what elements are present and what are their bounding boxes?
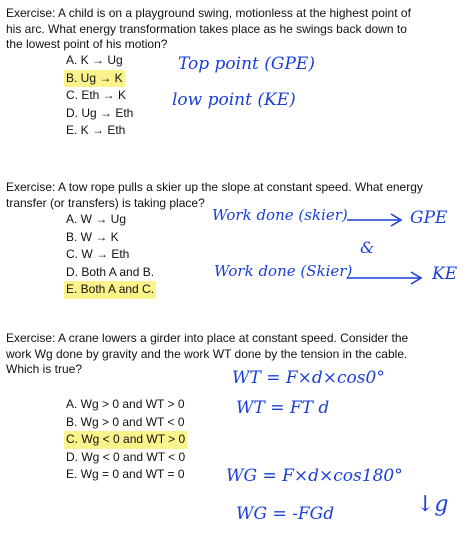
note-wt-result: WT = FT d	[236, 398, 330, 418]
exercise-1-option-e: E. K → Eth	[66, 123, 126, 137]
note-gravity-arrow: ↓g	[416, 492, 449, 517]
exercise-3-option-e: E. Wg = 0 and WT = 0	[66, 467, 185, 481]
exercise-3-question: Exercise: A crane lowers a girder into place at constant speed. Consider the work Wg done by gravity and the work WT done by the tension in the cable. Which is true?	[6, 331, 409, 376]
arrow-to-gpe	[345, 208, 405, 228]
exercise-3-option-c: C. Wg < 0 and WT > 0	[64, 431, 187, 449]
note-work-done-skier-1: Work done (skier)	[212, 206, 348, 224]
exercise-2-option-c: C. W → Eth	[66, 247, 130, 261]
exercise-2-options	[64, 211, 156, 299]
exercise-3-option-b: B. Wg > 0 and WT < 0	[66, 414, 185, 429]
exercise-2-option-b: B. W → K	[66, 229, 119, 244]
note-work-done-skier-2: Work done (Skier)	[214, 262, 353, 280]
note-wg-result: WG = -FGd	[236, 504, 335, 524]
exercise-1-option-a: A. K → Ug	[66, 53, 123, 67]
note-ampersand: &	[360, 238, 375, 257]
exercise-1-option-b: B. Ug → K	[64, 70, 125, 88]
exercise-3-options	[64, 396, 187, 484]
note-wt-formula: WT = F×d×cos0°	[232, 368, 385, 388]
exercise-3-option-a: A. Wg > 0 and WT > 0	[66, 397, 185, 411]
exercise-1-options	[64, 52, 135, 140]
exercise-1-question: Exercise: A child is on a playground swing, motionless at the highest point of his arc. What energy transformation takes place as he swings back down to the lowest point of his motion?	[6, 6, 411, 51]
exercise-2-option-a: A. W → Ug	[66, 212, 127, 226]
exercise-1-option-c: C. Eth → K	[66, 88, 127, 102]
exercise-1-option-d: D. Ug → Eth	[66, 105, 134, 120]
exercise-2-option-e: E. Both A and C.	[64, 281, 156, 299]
exercise-2-question: Exercise: A tow rope pulls a skier up the slope at constant speed. What energy transfer (or transfers) is taking place?	[6, 180, 423, 210]
note-gpe: GPE	[410, 208, 448, 228]
note-wg-formula: WG = F×d×cos180°	[226, 466, 403, 486]
note-low-point: low point (KE)	[172, 90, 296, 110]
exercise-3-option-d: D. Wg < 0 and WT < 0	[66, 449, 186, 464]
exercise-2-option-d: D. Both A and B.	[66, 264, 155, 279]
note-ke: KE	[432, 264, 458, 284]
note-top-point: Top point (GPE)	[178, 54, 315, 74]
arrow-to-ke	[345, 268, 425, 288]
